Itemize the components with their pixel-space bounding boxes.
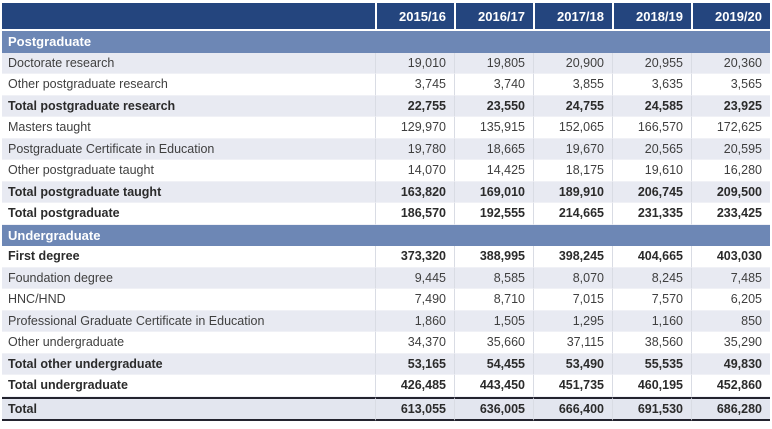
table-row xyxy=(2,311,770,333)
row-label: Other postgraduate research xyxy=(2,74,375,96)
table-row xyxy=(2,268,770,290)
table-row xyxy=(2,289,770,311)
value-cell: 20,595 xyxy=(691,139,770,161)
value-cell: 186,570 xyxy=(375,203,454,225)
corner-cell xyxy=(2,3,375,31)
year-column-header: 2018/19 xyxy=(612,3,691,31)
table-row-total xyxy=(2,203,770,225)
row-label: Total undergraduate xyxy=(2,375,375,397)
table-row xyxy=(2,332,770,354)
row-label: Postgraduate Certificate in Education xyxy=(2,139,375,161)
value-cell: 53,165 xyxy=(375,354,454,376)
value-cell: 53,490 xyxy=(533,354,612,376)
value-cell: 209,500 xyxy=(691,182,770,204)
row-label: Doctorate research xyxy=(2,53,375,75)
table-row xyxy=(2,53,770,75)
value-cell: 19,805 xyxy=(454,53,533,75)
row-label: Total xyxy=(2,397,375,422)
value-cell: 20,900 xyxy=(533,53,612,75)
table-row-total xyxy=(2,375,770,397)
value-cell: 850 xyxy=(691,311,770,333)
value-cell: 24,755 xyxy=(533,96,612,118)
value-cell: 686,280 xyxy=(691,397,770,422)
value-cell: 233,425 xyxy=(691,203,770,225)
value-cell: 189,910 xyxy=(533,182,612,204)
value-cell: 19,010 xyxy=(375,53,454,75)
value-cell: 388,995 xyxy=(454,246,533,268)
value-cell: 3,745 xyxy=(375,74,454,96)
table-row xyxy=(2,139,770,161)
value-cell: 35,290 xyxy=(691,332,770,354)
table-row-total xyxy=(2,182,770,204)
value-cell: 19,610 xyxy=(612,160,691,182)
year-column-header: 2016/17 xyxy=(454,3,533,31)
value-cell: 14,425 xyxy=(454,160,533,182)
value-cell: 37,115 xyxy=(533,332,612,354)
row-label: Total other undergraduate xyxy=(2,354,375,376)
section-header-undergraduate xyxy=(2,225,770,247)
row-label: First degree xyxy=(2,246,375,268)
value-cell: 49,830 xyxy=(691,354,770,376)
value-cell: 8,710 xyxy=(454,289,533,311)
value-cell: 166,570 xyxy=(612,117,691,139)
value-cell: 38,560 xyxy=(612,332,691,354)
value-cell: 55,535 xyxy=(612,354,691,376)
value-cell: 20,565 xyxy=(612,139,691,161)
value-cell: 451,735 xyxy=(533,375,612,397)
year-column-header: 2019/20 xyxy=(691,3,770,31)
table-row xyxy=(2,74,770,96)
section-header-postgraduate xyxy=(2,31,770,53)
value-cell: 172,625 xyxy=(691,117,770,139)
value-cell: 20,360 xyxy=(691,53,770,75)
row-label: Other postgraduate taught xyxy=(2,160,375,182)
row-label: Total postgraduate xyxy=(2,203,375,225)
value-cell: 1,160 xyxy=(612,311,691,333)
value-cell: 8,245 xyxy=(612,268,691,290)
value-cell: 23,550 xyxy=(454,96,533,118)
value-cell: 666,400 xyxy=(533,397,612,422)
value-cell: 19,780 xyxy=(375,139,454,161)
section-label: Postgraduate xyxy=(2,31,770,53)
value-cell: 35,660 xyxy=(454,332,533,354)
table-row-total xyxy=(2,354,770,376)
value-cell: 206,745 xyxy=(612,182,691,204)
value-cell: 129,970 xyxy=(375,117,454,139)
row-label: HNC/HND xyxy=(2,289,375,311)
value-cell: 3,855 xyxy=(533,74,612,96)
table-row-total xyxy=(2,96,770,118)
value-cell: 8,585 xyxy=(454,268,533,290)
value-cell: 3,565 xyxy=(691,74,770,96)
value-cell: 460,195 xyxy=(612,375,691,397)
row-label: Total postgraduate taught xyxy=(2,182,375,204)
value-cell: 1,860 xyxy=(375,311,454,333)
value-cell: 231,335 xyxy=(612,203,691,225)
value-cell: 169,010 xyxy=(454,182,533,204)
value-cell: 18,665 xyxy=(454,139,533,161)
table-row xyxy=(2,160,770,182)
value-cell: 192,555 xyxy=(454,203,533,225)
students-table xyxy=(2,3,770,421)
value-cell: 613,055 xyxy=(375,397,454,422)
value-cell: 18,175 xyxy=(533,160,612,182)
value-cell: 8,070 xyxy=(533,268,612,290)
value-cell: 443,450 xyxy=(454,375,533,397)
value-cell: 7,015 xyxy=(533,289,612,311)
row-label: Professional Graduate Certificate in Education xyxy=(2,311,375,333)
row-label: Masters taught xyxy=(2,117,375,139)
value-cell: 23,925 xyxy=(691,96,770,118)
table-row xyxy=(2,117,770,139)
value-cell: 403,030 xyxy=(691,246,770,268)
value-cell: 7,570 xyxy=(612,289,691,311)
year-column-header: 2017/18 xyxy=(533,3,612,31)
value-cell: 19,670 xyxy=(533,139,612,161)
table-row xyxy=(2,246,770,268)
row-label: Other undergraduate xyxy=(2,332,375,354)
value-cell: 636,005 xyxy=(454,397,533,422)
value-cell: 7,485 xyxy=(691,268,770,290)
year-column-header: 2015/16 xyxy=(375,3,454,31)
value-cell: 3,635 xyxy=(612,74,691,96)
value-cell: 1,295 xyxy=(533,311,612,333)
value-cell: 7,490 xyxy=(375,289,454,311)
value-cell: 152,065 xyxy=(533,117,612,139)
value-cell: 22,755 xyxy=(375,96,454,118)
value-cell: 1,505 xyxy=(454,311,533,333)
value-cell: 404,665 xyxy=(612,246,691,268)
value-cell: 14,070 xyxy=(375,160,454,182)
value-cell: 24,585 xyxy=(612,96,691,118)
value-cell: 426,485 xyxy=(375,375,454,397)
value-cell: 163,820 xyxy=(375,182,454,204)
value-cell: 452,860 xyxy=(691,375,770,397)
value-cell: 9,445 xyxy=(375,268,454,290)
value-cell: 6,205 xyxy=(691,289,770,311)
year-header-row xyxy=(2,3,770,31)
value-cell: 3,740 xyxy=(454,74,533,96)
value-cell: 16,280 xyxy=(691,160,770,182)
value-cell: 373,320 xyxy=(375,246,454,268)
grand-total-row xyxy=(2,397,770,422)
value-cell: 691,530 xyxy=(612,397,691,422)
section-label: Undergraduate xyxy=(2,225,770,247)
value-cell: 54,455 xyxy=(454,354,533,376)
row-label: Foundation degree xyxy=(2,268,375,290)
value-cell: 135,915 xyxy=(454,117,533,139)
value-cell: 34,370 xyxy=(375,332,454,354)
value-cell: 20,955 xyxy=(612,53,691,75)
value-cell: 214,665 xyxy=(533,203,612,225)
value-cell: 398,245 xyxy=(533,246,612,268)
row-label: Total postgraduate research xyxy=(2,96,375,118)
